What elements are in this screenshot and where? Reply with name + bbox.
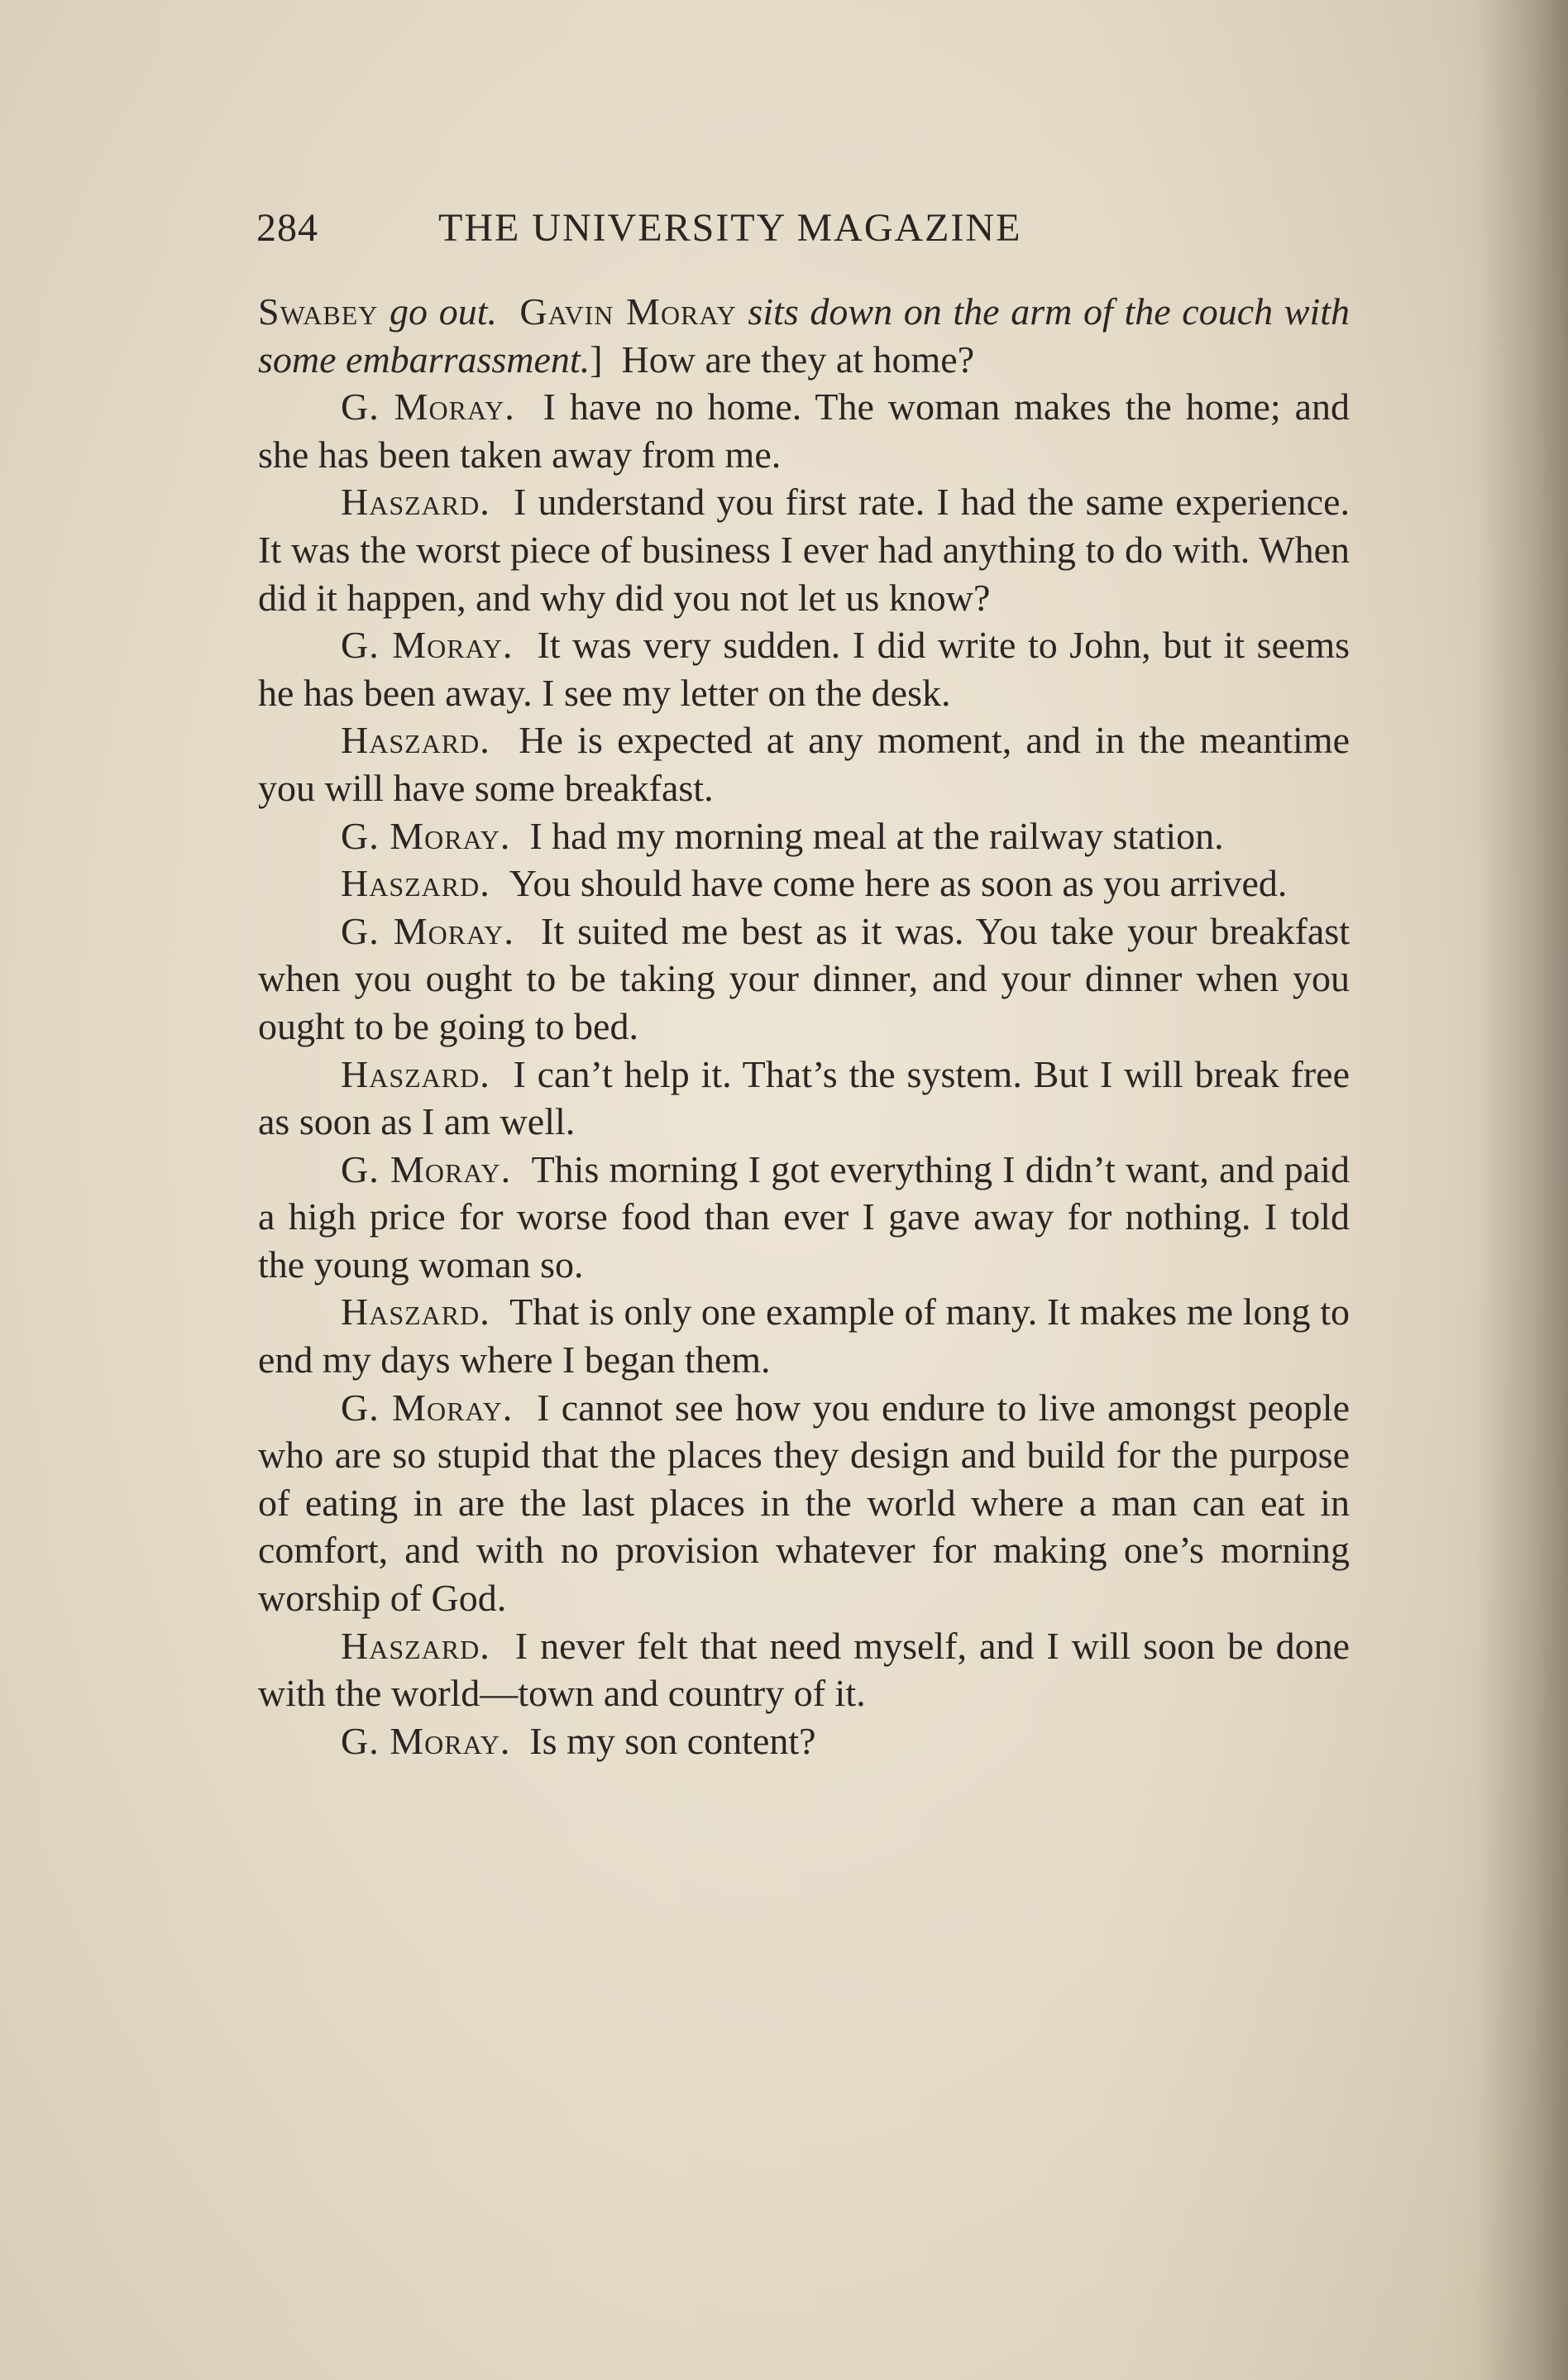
dialogue-text: This morning I got everything I didn’t want, and paid a high price for worse food than ever I gave away for nothing. I told the young woman so. [258,1147,1350,1286]
dialogue-paragraph [258,907,1350,1051]
dialogue-paragraph [258,716,1350,812]
speaker-name: Haszard. [341,481,490,524]
dialogue-paragraph [258,1146,1350,1289]
stage-direction: sits down on the arm of the couch with some embarrassment. [258,290,1350,381]
dialogue-paragraph [258,478,1350,621]
page-edge-shadow [1477,0,1568,2380]
page-header [256,205,1331,263]
dialogue-text: That is only one example of many. It makes me long to end my days where I began them. [258,1291,1350,1382]
dialogue-text: I have no home. The woman makes the home; and she has been taken away from me. [258,385,1350,476]
body-text [258,288,1350,1765]
dialogue-text: I cannot see how you endure to live amongst people who are so stupid that the places they design and build for the purpose of eating in are the last places in the world where a man can eat in comfort, and with no provision whatever for making one’s morning worship of God. [258,1386,1350,1620]
speaker-name: G. Moray. [341,385,515,429]
speaker-name: G. Moray. [341,1386,514,1429]
dialogue-paragraph [258,1384,1350,1622]
dialogue-text: I understand you first rate. I had the same experience. It was the worst piece of business I ever had anything to do with. When did it happen, and why did you not let us know? [258,481,1350,619]
dialogue-text: Is my son content? [529,1719,816,1762]
stage-name: Swabey [258,290,379,333]
dialogue-text: He is expected at any moment, and in the meantime you will have some breakfast. [258,719,1350,809]
speaker-name: Haszard. [341,1052,490,1095]
speaker-name: G. Moray. [341,1147,512,1190]
dialogue-paragraph [258,621,1350,716]
dialogue-text: It was very sudden. I did write to John, but it seems he has been away. I see my letter on the desk. [258,624,1350,714]
speaker-name: Haszard. [341,862,490,905]
speaker-name: Haszard. [341,719,490,762]
dialogue-text: I had my morning meal at the railway station. [529,814,1224,857]
dialogue-paragraph [258,1051,1350,1146]
stage-direction: go out. [390,290,497,333]
page-number: 284 [256,206,318,250]
bracket-close: ] [590,338,603,381]
speaker-name: G. Moray. [341,624,514,667]
paragraph-stage-direction [258,288,1350,383]
speaker-name: G. Moray. [341,814,511,857]
dialogue-text: How are they at home? [621,338,975,381]
speaker-name: Haszard. [341,1624,490,1667]
speaker-name: G. Moray. [341,1719,511,1762]
dialogue-paragraph [258,1717,1350,1765]
dialogue-text: I can’t help it. That’s the system. But I will break free as soon as I am well. [258,1052,1350,1143]
dialogue-paragraph [258,383,1350,478]
stage-name: Gavin Moray [519,290,737,333]
dialogue-paragraph [258,1622,1350,1717]
dialogue-paragraph [258,1288,1350,1383]
speaker-name: G. Moray. [341,909,514,952]
dialogue-paragraph [258,860,1350,907]
dialogue-paragraph [258,812,1350,860]
dialogue-text: It suited me best as it was. You take your breakfast when you ought to be taking your dinner, and your dinner when you ought to be going to bed. [258,909,1350,1047]
running-title: THE UNIVERSITY MAGAZINE [438,206,1022,250]
dialogue-text: You should have come here as soon as you arrived. [509,862,1288,905]
dialogue-text: I never felt that need myself, and I will soon be done with the world—town and country of it. [258,1624,1350,1715]
speaker-name: Haszard. [341,1291,490,1334]
